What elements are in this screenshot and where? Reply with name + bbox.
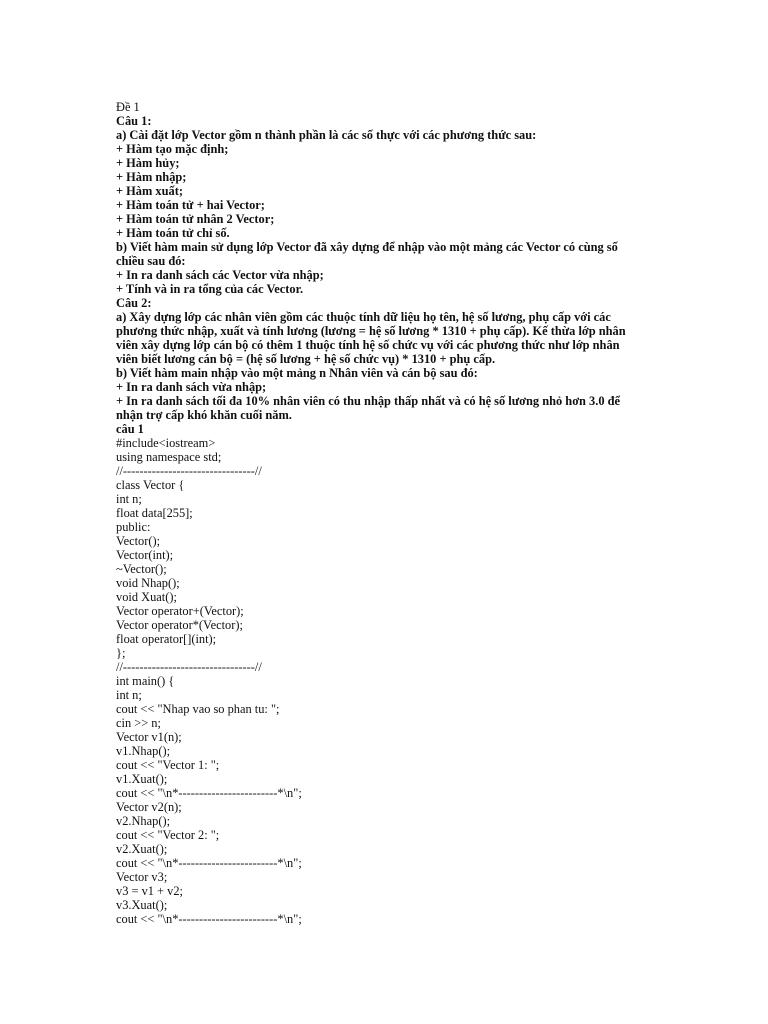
code-line: v3 = v1 + v2; <box>116 884 183 898</box>
code-line: v2.Nhap(); <box>116 814 171 828</box>
document-body <box>116 100 656 926</box>
question-2-line: + In ra danh sách tối đa 10% nhân viên có thu nhập thấp nhất và có hệ số lương nhỏ hơn 3.0 để <box>116 394 621 408</box>
code-line: cout << "\n*------------------------*\n"; <box>116 856 302 870</box>
code-line: }; <box>116 646 126 660</box>
question-1-line: + Hàm tạo mặc định; <box>116 142 229 156</box>
question-1-line: + Hàm nhập; <box>116 170 187 184</box>
question-2-line: a) Xây dựng lớp các nhân viên gồm các thuộc tính dữ liệu họ tên, hệ số lương, phụ cấp với các <box>116 310 611 324</box>
question-1-line: + Hàm toán tử nhân 2 Vector; <box>116 212 275 226</box>
question-1-line: b) Viết hàm main sử dụng lớp Vector đã xây dựng để nhập vào một mảng các Vector có cùng số <box>116 240 618 254</box>
question-2-line: + In ra danh sách vừa nhập; <box>116 380 267 394</box>
document-heading: Đề 1 <box>116 100 140 114</box>
code-line: using namespace std; <box>116 450 222 464</box>
code-line: v1.Xuat(); <box>116 772 168 786</box>
question-1-line: + Hàm toán tử chỉ số. <box>116 226 230 240</box>
code-line: float operator[](int); <box>116 632 217 646</box>
question-1-line: chiều sau đó: <box>116 254 186 268</box>
code-line: //--------------------------------// <box>116 464 262 478</box>
code-line: //--------------------------------// <box>116 660 262 674</box>
code-line: cout << "\n*------------------------*\n"; <box>116 786 302 800</box>
code-line: int n; <box>116 688 142 702</box>
code-line: void Xuat(); <box>116 590 177 604</box>
code-line: public: <box>116 520 151 534</box>
question-1-line: a) Cài đặt lớp Vector gồm n thành phần là các số thực với các phương thức sau: <box>116 128 537 142</box>
question-2-line: b) Viết hàm main nhập vào một mảng n Nhân viên và cán bộ sau đó: <box>116 366 478 380</box>
code-line: #include<iostream> <box>116 436 216 450</box>
question-1-line: + Hàm toán tử + hai Vector; <box>116 198 265 212</box>
code-line: cout << "Vector 1: "; <box>116 758 220 772</box>
code-line: v3.Xuat(); <box>116 898 168 912</box>
question-2-label: Câu 2: <box>116 296 152 310</box>
code-line: int main() { <box>116 674 175 688</box>
code-line: cout << "\n*------------------------*\n"; <box>116 912 302 926</box>
code-line: Vector v1(n); <box>116 730 182 744</box>
code-line: cout << "Nhap vao so phan tu: "; <box>116 702 280 716</box>
code-line: cout << "Vector 2: "; <box>116 828 220 842</box>
code-line: ~Vector(); <box>116 562 167 576</box>
question-1-line: + In ra danh sách các Vector vừa nhập; <box>116 268 324 282</box>
question-2-line: viên xây dựng lớp cán bộ có thêm 1 thuộc tính hệ số chức vụ với các phương thức như lớp nhân <box>116 338 620 352</box>
code-line: int n; <box>116 492 142 506</box>
code-line: class Vector { <box>116 478 185 492</box>
code-line: Vector(); <box>116 534 161 548</box>
code-line: Vector v3; <box>116 870 168 884</box>
code-line: Vector v2(n); <box>116 800 182 814</box>
code-line: float data[255]; <box>116 506 193 520</box>
question-2-line: viên biết lương cán bộ = (hệ số lương + hệ số chức vụ) * 1310 + phụ cấp. <box>116 352 496 366</box>
code-line: cin >> n; <box>116 716 161 730</box>
code-line: v2.Xuat(); <box>116 842 168 856</box>
question-2-line: phương thức nhập, xuất và tính lương (lương = hệ số lương * 1310 + phụ cấp). Kế thừa lớp nhân <box>116 324 626 338</box>
question-2-line: nhận trợ cấp khó khăn cuối năm. <box>116 408 292 422</box>
code-line: void Nhap(); <box>116 576 180 590</box>
question-1-label: Câu 1: <box>116 114 152 128</box>
question-1-line: + Hàm xuất; <box>116 184 183 198</box>
question-2-text <box>116 310 656 422</box>
question-1-line: + Hàm hủy; <box>116 156 180 170</box>
question-1-line: + Tính và in ra tổng của các Vector. <box>116 282 304 296</box>
code-line: Vector(int); <box>116 548 174 562</box>
code-line: Vector operator*(Vector); <box>116 618 243 632</box>
code-listing <box>116 436 656 926</box>
code-line: Vector operator+(Vector); <box>116 604 244 618</box>
question-1-text <box>116 128 656 296</box>
code-section-label: câu 1 <box>116 422 144 436</box>
code-line: v1.Nhap(); <box>116 744 171 758</box>
